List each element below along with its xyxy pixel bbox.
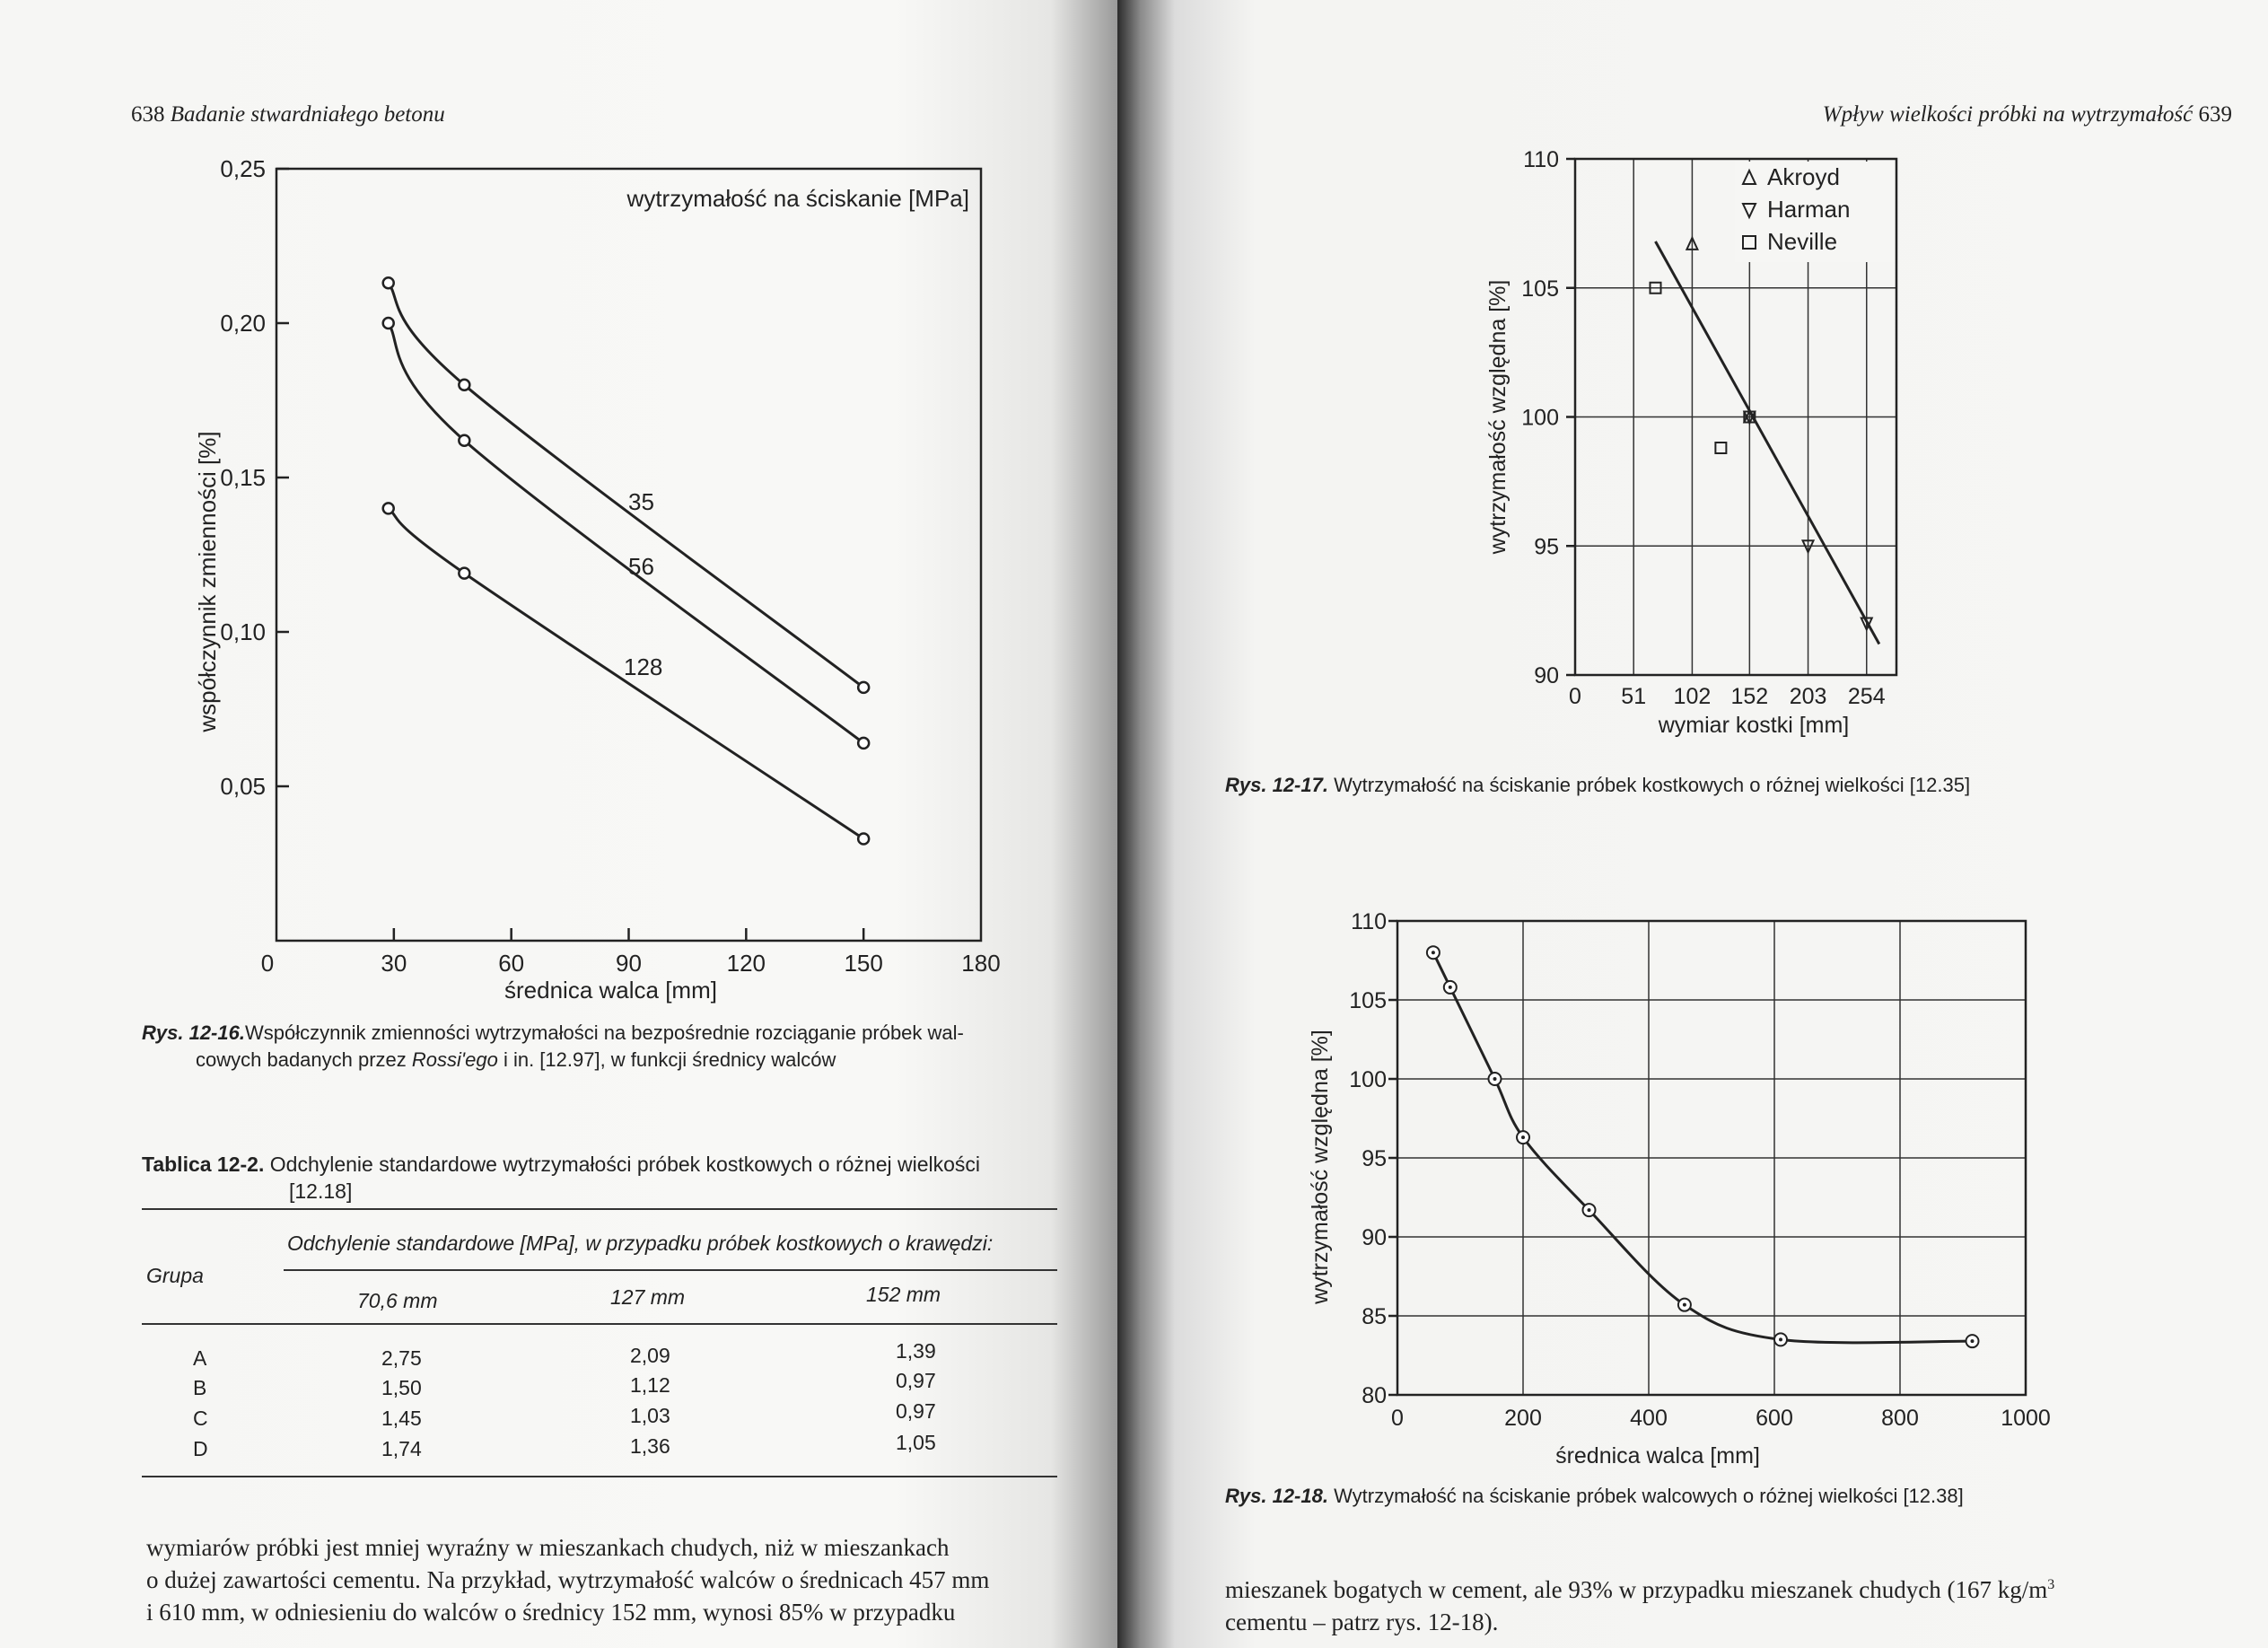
x-tick-label: 0 bbox=[1569, 684, 1581, 709]
data-point-center bbox=[1971, 1339, 1975, 1343]
superscript: 3 bbox=[2047, 1577, 2055, 1592]
y-axis-label: wytrzymałość względna [%] bbox=[1308, 1030, 1333, 1304]
table-cell: 1,39 bbox=[896, 1339, 936, 1363]
data-point bbox=[459, 568, 469, 579]
series-line-35 bbox=[389, 283, 863, 688]
x-tick-label: 254 bbox=[1847, 684, 1886, 709]
legend-title: wytrzymałość na ściskanie [MPa] bbox=[626, 185, 969, 212]
table-cell: A bbox=[193, 1346, 207, 1370]
table-cell: D bbox=[193, 1437, 208, 1460]
table-cell: 0,97 bbox=[896, 1369, 936, 1392]
table-12-2-title bbox=[142, 1151, 1057, 1205]
caption-author: Rossi'ego bbox=[411, 1048, 498, 1071]
x-tick-label: 400 bbox=[1630, 1406, 1668, 1431]
data-point-center bbox=[1432, 951, 1435, 954]
page-number: 639 bbox=[2198, 102, 2232, 127]
figure-12-16-caption bbox=[142, 1020, 1066, 1074]
data-point bbox=[383, 318, 394, 329]
x-tick-label: 60 bbox=[498, 950, 525, 977]
table-cell: 1,50 bbox=[381, 1376, 422, 1399]
y-tick-label: 95 bbox=[1534, 534, 1559, 560]
figure-12-17-chart bbox=[1117, 0, 2268, 754]
table-top-rule bbox=[142, 1208, 1057, 1210]
page-number: 638 bbox=[131, 102, 165, 127]
caption-label: Rys. 12-17. bbox=[1225, 774, 1328, 796]
body-text-left bbox=[146, 1531, 1098, 1628]
y-tick-label: 85 bbox=[1362, 1304, 1387, 1329]
left-page bbox=[0, 0, 1117, 1648]
data-point bbox=[459, 380, 469, 390]
table-cell: 1,12 bbox=[630, 1373, 670, 1397]
data-point bbox=[383, 503, 394, 513]
right-page bbox=[1117, 0, 2268, 1648]
x-axis-label: wymiar kostki [mm] bbox=[1658, 713, 1850, 738]
body-line: i 610 mm, w odniesieniu do walców o średnicy 152 mm, wynosi 85% w przypadku bbox=[146, 1599, 956, 1626]
caption-label: Rys. 12-18. bbox=[1225, 1485, 1328, 1507]
x-tick-label: 1000 bbox=[2001, 1406, 2051, 1431]
table-group-header: Grupa bbox=[146, 1264, 204, 1287]
y-tick-label: 110 bbox=[1523, 147, 1559, 172]
series-label: 128 bbox=[624, 653, 663, 680]
y-tick-label: 80 bbox=[1362, 1383, 1387, 1408]
x-axis-label: średnica walca [mm] bbox=[504, 977, 717, 1004]
table-cell: B bbox=[193, 1376, 207, 1399]
legend-entry: Harman bbox=[1767, 196, 1851, 223]
body-line: mieszanek bogatych w cement, ale 93% w przypadku mieszanek chudych (167 kg/m bbox=[1225, 1576, 2048, 1603]
y-tick-label: 110 bbox=[1351, 909, 1387, 934]
y-tick-label: 95 bbox=[1362, 1146, 1387, 1171]
body-line: wymiarów próbki jest mniej wyraźny w mieszankach chudych, niż w mieszankach bbox=[146, 1534, 950, 1561]
y-axis-label: wytrzymałość względna [%] bbox=[1485, 279, 1511, 555]
x-tick-label: 0 bbox=[260, 950, 275, 977]
y-tick-label: 0,25 bbox=[220, 155, 266, 182]
caption-text: Wytrzymałość na ściskanie próbek kostkowych o różnej wielkości [12.35] bbox=[1327, 774, 1971, 796]
x-tick-label: 150 bbox=[844, 950, 883, 977]
x-tick-label: 800 bbox=[1881, 1406, 1919, 1431]
x-tick-label: 203 bbox=[1789, 684, 1827, 709]
body-line: o dużej zawartości cementu. Na przykład, wytrzymałość walców o średnicach 457 mm bbox=[146, 1566, 990, 1593]
x-tick-label: 152 bbox=[1730, 684, 1769, 709]
running-title: Wpływ wielkości próbki na wytrzymałość bbox=[1822, 102, 2194, 127]
x-tick-label: 180 bbox=[961, 950, 1001, 977]
x-axis-label: średnica walca [mm] bbox=[1555, 1443, 1760, 1468]
table-span-header: Odchylenie standardowe [MPa], w przypadku próbek kostkowych o krawędzi: bbox=[287, 1232, 994, 1255]
body-text-right bbox=[1225, 1569, 2248, 1638]
caption-label: Rys. 12-16. bbox=[142, 1021, 245, 1044]
table-mid-rule bbox=[284, 1269, 1057, 1271]
body-line: cementu – patrz rys. 12-18). bbox=[1225, 1609, 1499, 1635]
table-cell: 0,97 bbox=[896, 1399, 936, 1423]
data-point bbox=[858, 682, 869, 693]
figure-12-17-caption bbox=[1225, 772, 2230, 799]
y-tick-label: 0,10 bbox=[220, 618, 266, 645]
y-tick-label: 105 bbox=[1349, 988, 1387, 1013]
y-tick-label: 100 bbox=[1521, 405, 1559, 431]
y-axis-label: współczynnik zmienności [%] bbox=[194, 431, 221, 732]
table-cell: 1,45 bbox=[381, 1407, 422, 1430]
figure-12-18-caption bbox=[1225, 1483, 2230, 1510]
x-tick-label: 51 bbox=[1621, 684, 1647, 709]
table-cell: 2,75 bbox=[381, 1346, 422, 1370]
y-tick-label: 90 bbox=[1362, 1225, 1387, 1250]
legend-entry: Neville bbox=[1767, 228, 1838, 255]
data-point bbox=[858, 833, 869, 844]
table-col-header: 70,6 mm bbox=[357, 1289, 438, 1312]
data-point bbox=[459, 435, 469, 446]
caption-text-line2a: cowych badanych przez bbox=[196, 1048, 412, 1071]
caption-text-line1: Współczynnik zmienności wytrzymałości na bezpośrednie rozciąganie próbek wal- bbox=[244, 1021, 964, 1044]
table-col-header: 127 mm bbox=[610, 1285, 686, 1309]
table-label: Tablica 12-2. bbox=[142, 1153, 265, 1176]
table-col-header: 152 mm bbox=[866, 1283, 941, 1306]
table-cell: 1,36 bbox=[630, 1434, 670, 1458]
caption-text-line2c: i in. [12.97], w funkcji średnicy walców bbox=[497, 1048, 836, 1071]
data-point bbox=[383, 277, 394, 288]
y-tick-label: 105 bbox=[1521, 276, 1559, 302]
table-bottom-rule bbox=[142, 1476, 1057, 1477]
series-label: 56 bbox=[628, 553, 654, 580]
legend-entry: Akroyd bbox=[1767, 163, 1840, 190]
table-cell: C bbox=[193, 1407, 208, 1430]
y-tick-label: 0,15 bbox=[220, 464, 266, 491]
trend-line bbox=[1656, 241, 1879, 644]
x-tick-label: 30 bbox=[381, 950, 407, 977]
x-tick-label: 102 bbox=[1673, 684, 1712, 709]
running-title: Badanie stwardniałego betonu bbox=[170, 102, 445, 127]
data-point-center bbox=[1683, 1303, 1686, 1307]
caption-text: Wytrzymałość na ściskanie próbek walcowych o różnej wielkości [12.38] bbox=[1327, 1485, 1964, 1507]
figure-12-16-chart bbox=[0, 0, 1117, 1005]
data-point-center bbox=[1493, 1077, 1497, 1081]
data-point-square bbox=[1715, 443, 1726, 453]
table-cell: 1,74 bbox=[381, 1437, 422, 1460]
y-tick-label: 90 bbox=[1534, 663, 1559, 688]
x-tick-label: 0 bbox=[1391, 1406, 1404, 1431]
table-cell: 1,03 bbox=[630, 1404, 670, 1427]
x-tick-label: 200 bbox=[1504, 1406, 1542, 1431]
data-point-center bbox=[1521, 1135, 1525, 1139]
y-tick-label: 0,20 bbox=[220, 310, 266, 337]
series-line bbox=[1433, 952, 1973, 1343]
table-cell: 1,05 bbox=[896, 1431, 936, 1454]
data-point-center bbox=[1588, 1208, 1591, 1212]
table-header-rule bbox=[142, 1323, 1057, 1325]
series-label: 35 bbox=[628, 488, 654, 515]
data-point bbox=[858, 738, 869, 749]
table-cell: 2,09 bbox=[630, 1344, 670, 1367]
y-tick-label: 0,05 bbox=[220, 773, 266, 800]
data-point-center bbox=[1779, 1337, 1782, 1341]
x-tick-label: 120 bbox=[726, 950, 766, 977]
table-title-line2: [12.18] bbox=[289, 1179, 353, 1203]
data-point-center bbox=[1449, 986, 1452, 989]
x-tick-label: 90 bbox=[616, 950, 642, 977]
table-title-line1: Odchylenie standardowe wytrzymałości próbek kostkowych o różnej wielkości bbox=[269, 1153, 981, 1176]
y-tick-label: 100 bbox=[1349, 1067, 1387, 1092]
x-tick-label: 600 bbox=[1756, 1406, 1793, 1431]
